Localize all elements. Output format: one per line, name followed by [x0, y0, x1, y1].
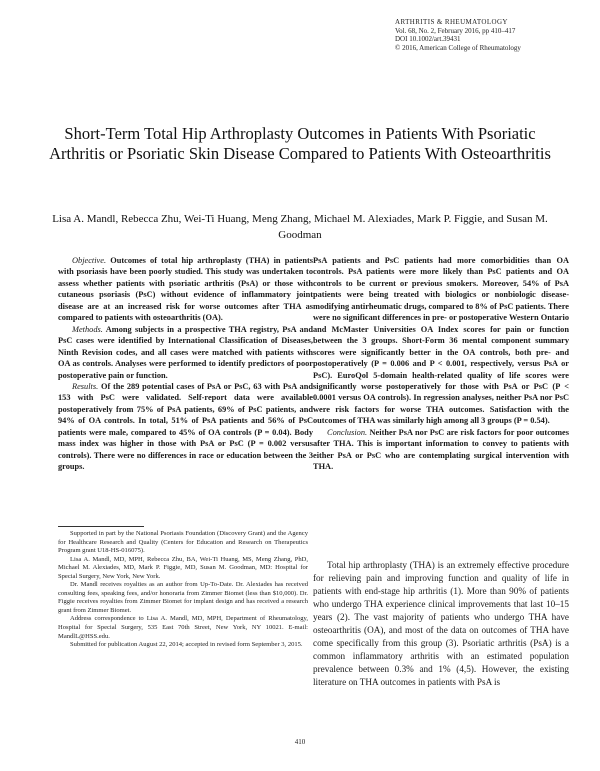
copyright: © 2016, American College of Rheumatology	[395, 43, 521, 52]
introduction-paragraph: Total hip arthroplasty (THA) is an extremely effective procedure for relieving pain and improving function and quality of life in patients with end-stage hip arthritis (1). More than 90% of patients who undergo THA experience clinical improvements that last 10–15 years (2). The vast majority of patients who undergo THA have osteoarthritis (OA), and most of the data on outcomes of THA have come specifically from this group (3). Psoriatic arthritis (PsA) is a common inflammatory arthritis with an estimated population prevalence between 0.3% and 1% (4,5). However, the existing literature on THA outcomes in patients with PsA is	[313, 560, 569, 687]
volume-line: Vol. 68, No. 2, February 2016, pp 410–417	[395, 26, 516, 35]
author-list: Lisa A. Mandl, Rebecca Zhu, Wei-Ti Huang, Meng Zhang, Michael M. Alexiades, Mark P. Figgie, and Susan M. Goodman	[52, 213, 548, 241]
page-number: 410	[294, 738, 306, 746]
methods-label: Methods.	[72, 324, 103, 334]
footnote-affiliations: Lisa A. Mandl, MD, MPH, Rebecca Zhu, BA, Wei-Ti Huang, MS, Meng Zhang, PhD, Michael M. Alexiades, MD, Mark P. Figgie, MD, Susan M. Goodman, MD: Hospital for Special Surgery, New York, New York.	[58, 555, 308, 580]
abstract-methods	[58, 324, 313, 381]
results-text: Of the 289 potential cases of PsA or PsC, 63 with PsA and 153 with PsC were validated. Self-report data were available postoperatively from 75% of PsA patients, 69% of PsC patients, and 94% of OA controls. In total, 51% of PsA patients and 56% of PsC patients were male, compared to 45% of OA controls (P = 0.04). Body mass index was higher in those with PsA or PsC (P = 0.002 versus controls). There were no differences in race or education between the 3 groups.	[58, 381, 313, 472]
footnote-submission: Submitted for publication August 22, 2014; accepted in revised form September 3, 2015.	[70, 641, 303, 649]
journal-name: ARTHRITIS & RHEUMATOLOGY	[395, 18, 508, 26]
abstract-results	[58, 381, 313, 473]
article-title: Short-Term Total Hip Arthroplasty Outcomes in Patients With Psoriatic Arthritis or Psoriatic Skin Disease Compared to Patients With Osteoarthritis	[49, 124, 551, 163]
methods-text: Among subjects in a prospective THA registry, PsA and PsC cases were identified by International Classification of Diseases, Ninth Revision codes, and all cases were matched with patients with OA as controls. Analyses were performed to identify predictors of poor postoperative pain or function.	[58, 324, 313, 380]
footnotes	[58, 530, 308, 650]
footnote-funding: Supported in part by the National Psoriasis Foundation (Discovery Grant) and the Agency for Healthcare Research and Quality (Centers for Education and Research on Therapeutics Program grant U18-HS-016075).	[58, 530, 308, 555]
abstract-left-column	[58, 255, 313, 473]
conclusion-label: Conclusion.	[327, 427, 368, 437]
footnote-divider	[58, 526, 144, 527]
conclusion-text: Neither PsA nor PsC are risk factors for poor outcomes after THA. This is important information to convey to patients with either PsA or PsC who are contemplating surgical intervention with THA.	[313, 427, 569, 472]
journal-header	[395, 18, 595, 52]
abstract-objective	[58, 255, 313, 324]
body-text-column	[313, 559, 569, 689]
doi: DOI 10.1002/art.39431	[395, 35, 461, 44]
abstract-results-continued: PsA patients and PsC patients had more comorbidities than OA controls. PsA patients were more likely than PsC patients and OA controls to be current or previous smokers. Moreover, 54% of PsA patients were being treated with biologics or nonbiologic disease-modifying antirheumatic drugs, compared to 8% of PsC patients. There were no significant differences in pre- or postoperative Western Ontario and McMaster Universities OA Index scores for pain or function between the 3 groups. Short-Form 36 mental component summary scores were significantly better in the OA controls, both pre- and postoperatively (P = 0.006 and P < 0.001, respectively, versus PsA or PsC). EuroQol 5-domain health-related quality of life scores were significantly worse postoperatively for those with PsA or PsC (P < 0.0001 versus OA controls). In regression analyses, neither PsA nor PsC were risk factors for worse THA outcomes. Satisfaction with the outcomes of THA was similarly high among all 3 groups (P = 0.54).	[313, 256, 569, 426]
footnote-correspondence: Address correspondence to Lisa A. Mandl, MD, MPH, Department of Rheumatology, Hospital for Special Surgery, 535 East 70th Street, New York, NY 10021. E-mail: MandlL@HSS.edu.	[58, 615, 308, 640]
abstract-conclusion	[313, 427, 569, 473]
objective-label: Objective.	[72, 256, 107, 265]
footnote-disclosures: Dr. Mandl receives royalties as an author from Up-To-Date. Dr. Alexiades has received consulting fees, speaking fees, and/or honoraria from Zimmer Biomet (less than $10,000). Dr. Figgie receives royalties from Zimmer Biomet for implant design and has received a research grant from Zimmer Biomet.	[58, 581, 308, 614]
abstract-right-column	[313, 255, 569, 473]
objective-text: Outcomes of total hip arthroplasty (THA) in patients with psoriasis have been poorly studied. This study was undertaken to assess whether patients with psoriatic arthritis (PsA) or those with cutaneous psoriasis (PsC) without evidence of inflammatory joint disease are at an increased risk for worse outcomes after THA as compared to patients with osteoarthritis (OA).	[58, 256, 313, 323]
results-label: Results.	[72, 381, 99, 391]
